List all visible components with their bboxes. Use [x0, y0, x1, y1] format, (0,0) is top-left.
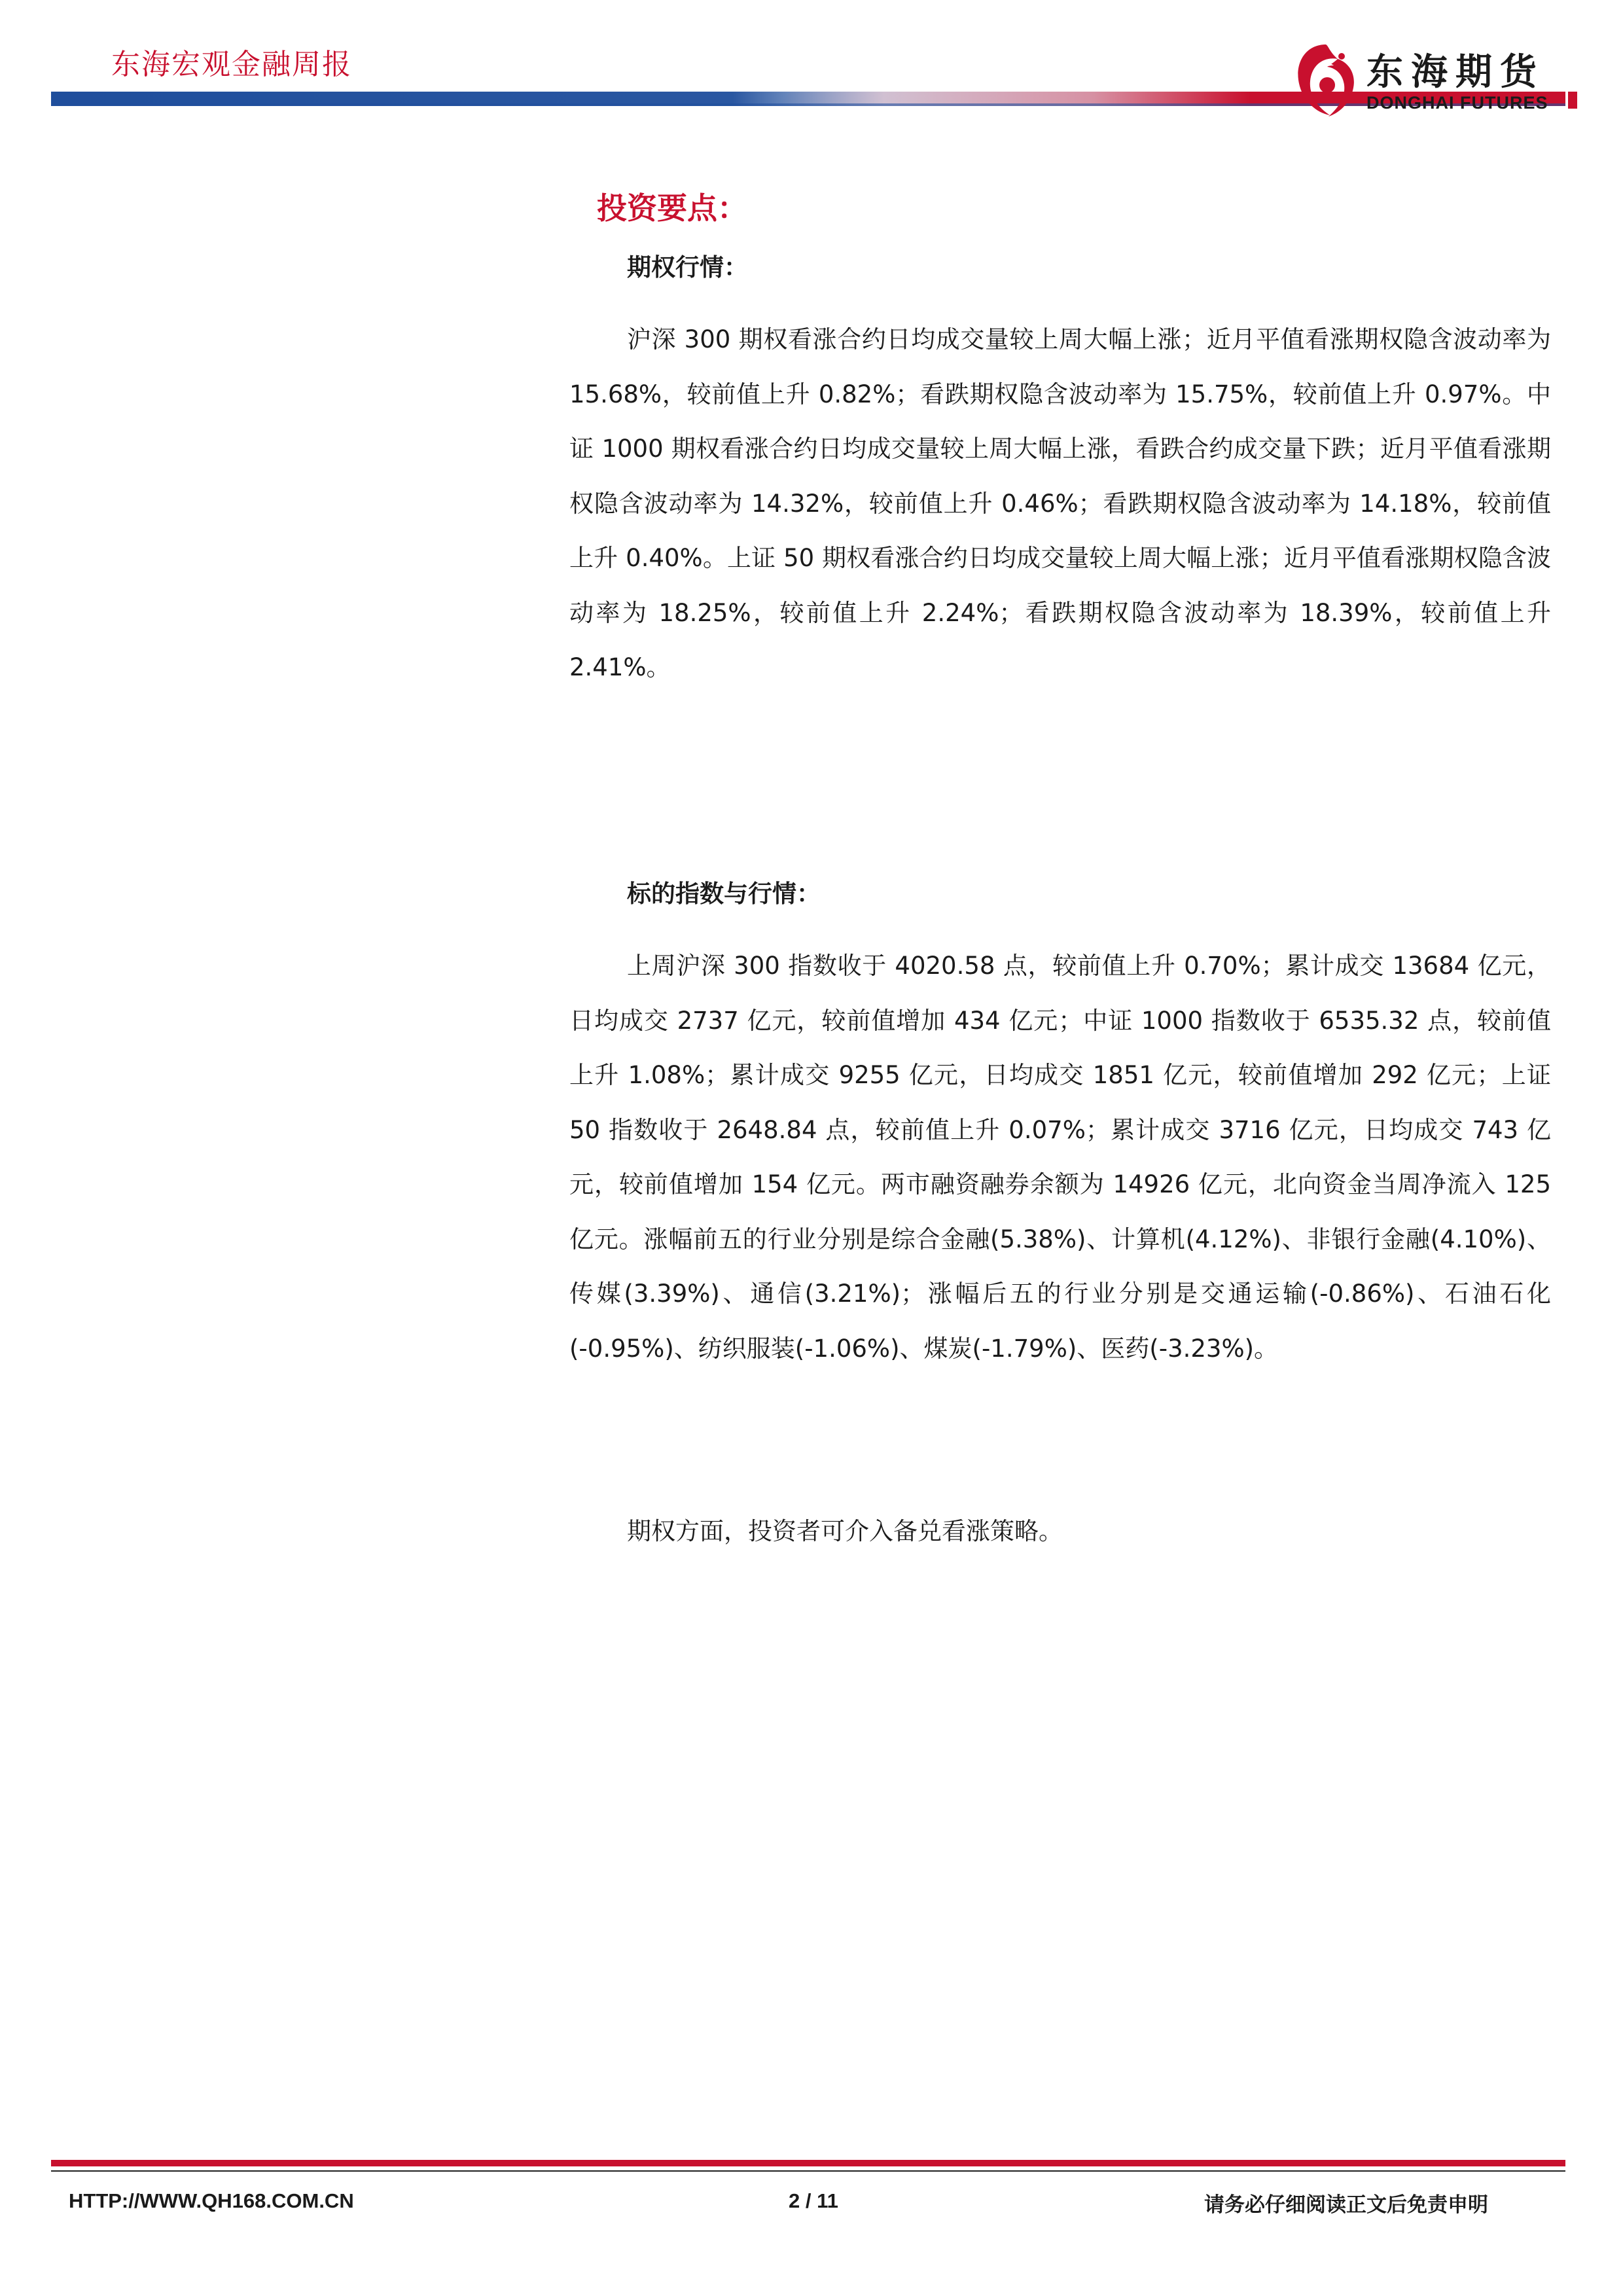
footer-website-link[interactable]: HTTP://WWW.QH168.COM.CN	[69, 2189, 354, 2212]
underlying-index-heading: 标的指数与行情：	[627, 880, 821, 908]
dragon-emblem-icon	[1289, 39, 1363, 124]
footer-disclaimer: 请务必仔细阅读正文后免责申明	[1204, 2193, 1488, 2217]
footer-red-rule	[51, 2160, 1565, 2166]
donghai-futures-logo	[1289, 39, 1577, 124]
options-market-paragraph: 沪深 300 期权看涨合约日均成交量较上周大幅上涨；近月平值看涨期权隐含波动率为 15.68%，较前值上升 0.82%；看跌期权隐含波动率为 15.75%，较前值上升 0.97%。中证 1000 期权看涨合约日均成交量较上周大幅上涨，看跌合约成交量下跌；近月平值看涨期权隐含波动率为 14.32%，较前值上升 0.46%；看跌期权隐含波动率为 14.18%，较前值上升 0.40%。上证 50 期权看涨合约日均成交量较上周大幅上涨；近月平值看涨期权隐含波动率为 18.25%，较前值上升 2.24%；看跌期权隐含波动率为 18.39%，较前值上升 2.41%。	[569, 325, 1551, 681]
footer-thin-rule	[51, 2170, 1565, 2172]
logo-chinese-name: 东海期货	[1366, 51, 1544, 94]
investment-highlights-heading: 投资要点：	[597, 190, 747, 226]
footer-page-number: 2 / 11	[789, 2189, 838, 2212]
logo-english-name: DONGHAI FUTURES	[1366, 93, 1548, 113]
strategy-paragraph: 期权方面，投资者可介入备兑看涨策略。	[627, 1517, 1063, 1545]
options-market-heading: 期权行情：	[627, 253, 748, 281]
underlying-index-paragraph: 上周沪深 300 指数收于 4020.58 点，较前值上升 0.70%；累计成交 13684 亿元，日均成交 2737 亿元，较前值增加 434 亿元；中证 1000 指数收于 6535.32 点，较前值上升 1.08%；累计成交 9255 亿元，日均成交 1851 亿元，较前值增加 292 亿元；上证 50 指数收于 2648.84 点，较前值上升 0.07%；累计成交 3716 亿元，日均成交 743 亿元，较前值增加 154 亿元。两市融资融券余额为 14926 亿元，北向资金当周净流入 125 亿元。涨幅前五的行业分别是综合金融(5.38%)、计算机(4.12%)、非银行金融(4.10%)、传媒(3.39%)、通信(3.21%)；涨幅后五的行业分别是交通运输(-0.86%)、石油石化(-0.95%)、纺织服装(-1.06%)、煤炭(-1.79%)、医药(-3.23%)。	[569, 952, 1551, 1363]
logo-accent-bar	[1568, 92, 1577, 109]
report-series-title: 东海宏观金融周报	[111, 48, 352, 81]
